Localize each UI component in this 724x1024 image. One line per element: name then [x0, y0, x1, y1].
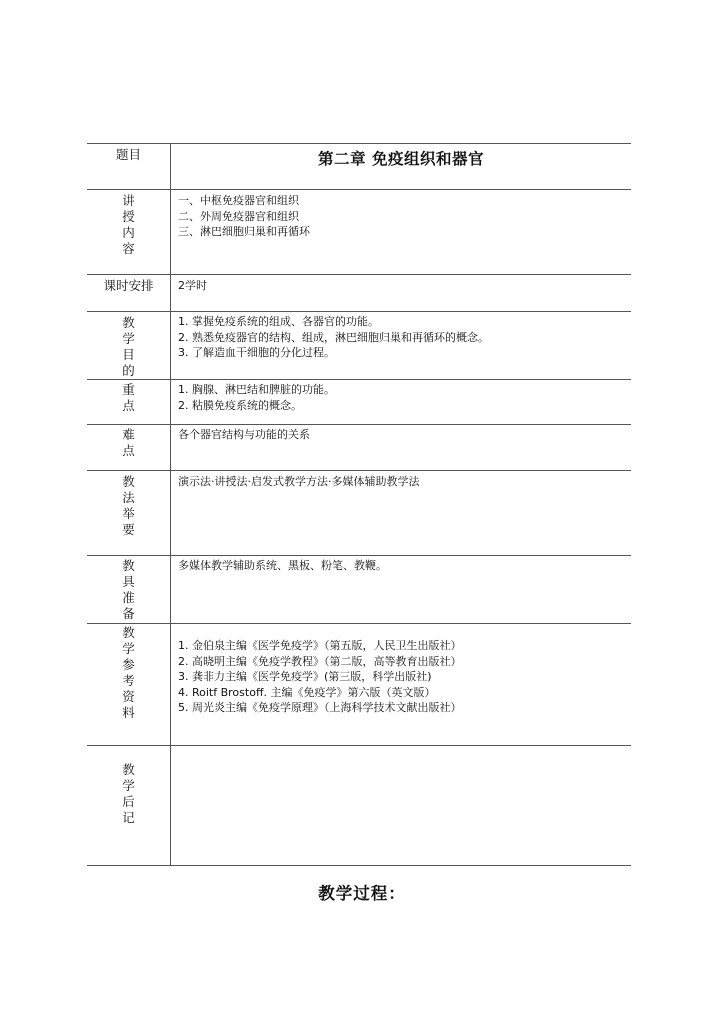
notes-value-cell	[171, 746, 632, 866]
key-points-items-cell	[171, 380, 632, 425]
references-row	[87, 624, 631, 746]
chapter-title-cell	[171, 144, 632, 190]
reference-item: 3. 龚非力主编《医学免疫学》(第三版，科学出版社)	[178, 670, 432, 683]
references-label: 教学参考资料	[122, 625, 135, 720]
difficulties-row	[87, 425, 631, 471]
equipment-value: 多媒体教学辅助系统、黑板、粉笔、教鞭。	[178, 559, 387, 572]
key-points-row	[87, 380, 631, 425]
methods-label-cell	[87, 471, 171, 556]
content-list	[178, 190, 631, 240]
lesson-plan-table	[87, 143, 631, 866]
methods-row	[87, 471, 631, 556]
reference-item: 5. 周光炎主编《免疫学原理》（上海科学技术文献出版社）	[178, 701, 462, 714]
equipment-row	[87, 556, 631, 624]
content-item: 三、淋巴细胞归巢和再循环	[178, 225, 310, 238]
reference-item: 2. 高晓明主编《免疫学教程》（第二版，高等教育出版社）	[178, 654, 462, 668]
objectives-list	[178, 312, 631, 361]
key-point-item: 2. 粘膜免疫系统的概念。	[178, 398, 302, 412]
hours-label-cell	[87, 275, 171, 312]
content-row	[87, 190, 631, 275]
objectives-label: 教学目的	[122, 315, 135, 378]
chapter-title: 第二章 免疫组织和器官	[318, 150, 484, 168]
methods-label: 教法举要	[122, 474, 135, 537]
references-list	[178, 624, 631, 716]
difficulties-value: 各个器官结构与功能的关系	[178, 428, 310, 441]
hours-value-cell	[171, 275, 632, 312]
title-label: 题目	[115, 147, 141, 162]
hours-value: 2学时	[178, 279, 207, 292]
difficulties-label-cell	[87, 425, 171, 471]
methods-value: 演示法·讲授法·启发式教学方法·多媒体辅助教学法	[178, 475, 420, 488]
references-label-cell	[87, 624, 171, 746]
content-item: 二、外周免疫器官和组织	[178, 209, 299, 223]
notes-label-cell	[87, 746, 171, 866]
key-points-label-cell	[87, 380, 171, 425]
methods-value-cell	[171, 471, 632, 556]
equipment-label-cell	[87, 556, 171, 624]
title-label-cell	[87, 144, 171, 190]
objective-item: 2. 熟悉免疫器官的结构、组成，淋巴细胞归巢和再循环的概念。	[178, 330, 489, 344]
equipment-label: 教具准备	[122, 558, 135, 621]
objectives-label-cell	[87, 312, 171, 380]
objective-item: 1. 掌握免疫系统的组成、各器官的功能。	[178, 315, 379, 328]
content-items-cell	[171, 190, 632, 275]
content-item: 一、中枢免疫器官和组织	[178, 194, 299, 207]
difficulties-label: 难点	[122, 427, 135, 458]
objective-item: 3. 了解造血干细胞的分化过程。	[178, 346, 335, 359]
equipment-value-cell	[171, 556, 632, 624]
difficulties-value-cell	[171, 425, 632, 471]
title-row	[87, 144, 631, 190]
objectives-items-cell	[171, 312, 632, 380]
key-points-label: 重点	[122, 382, 135, 413]
reference-item: 1. 金伯泉主编《医学免疫学》（第五版，人民卫生出版社）	[178, 639, 462, 652]
key-point-item: 1. 胸腺、淋巴结和脾脏的功能。	[178, 383, 335, 396]
content-label: 讲授内容	[122, 193, 135, 256]
notes-label: 教学后记	[122, 762, 135, 825]
notes-row	[87, 746, 631, 866]
key-points-list	[178, 380, 631, 413]
reference-item: 4. Roitf Brostoff. 主编《免疫学》第六版（英文版）	[178, 685, 436, 699]
references-items-cell	[171, 624, 632, 746]
objectives-row	[87, 312, 631, 380]
teaching-process-heading: 教学过程：	[318, 884, 406, 903]
content-label-cell	[87, 190, 171, 275]
hours-label: 课时安排	[103, 278, 154, 293]
hours-row	[87, 275, 631, 312]
